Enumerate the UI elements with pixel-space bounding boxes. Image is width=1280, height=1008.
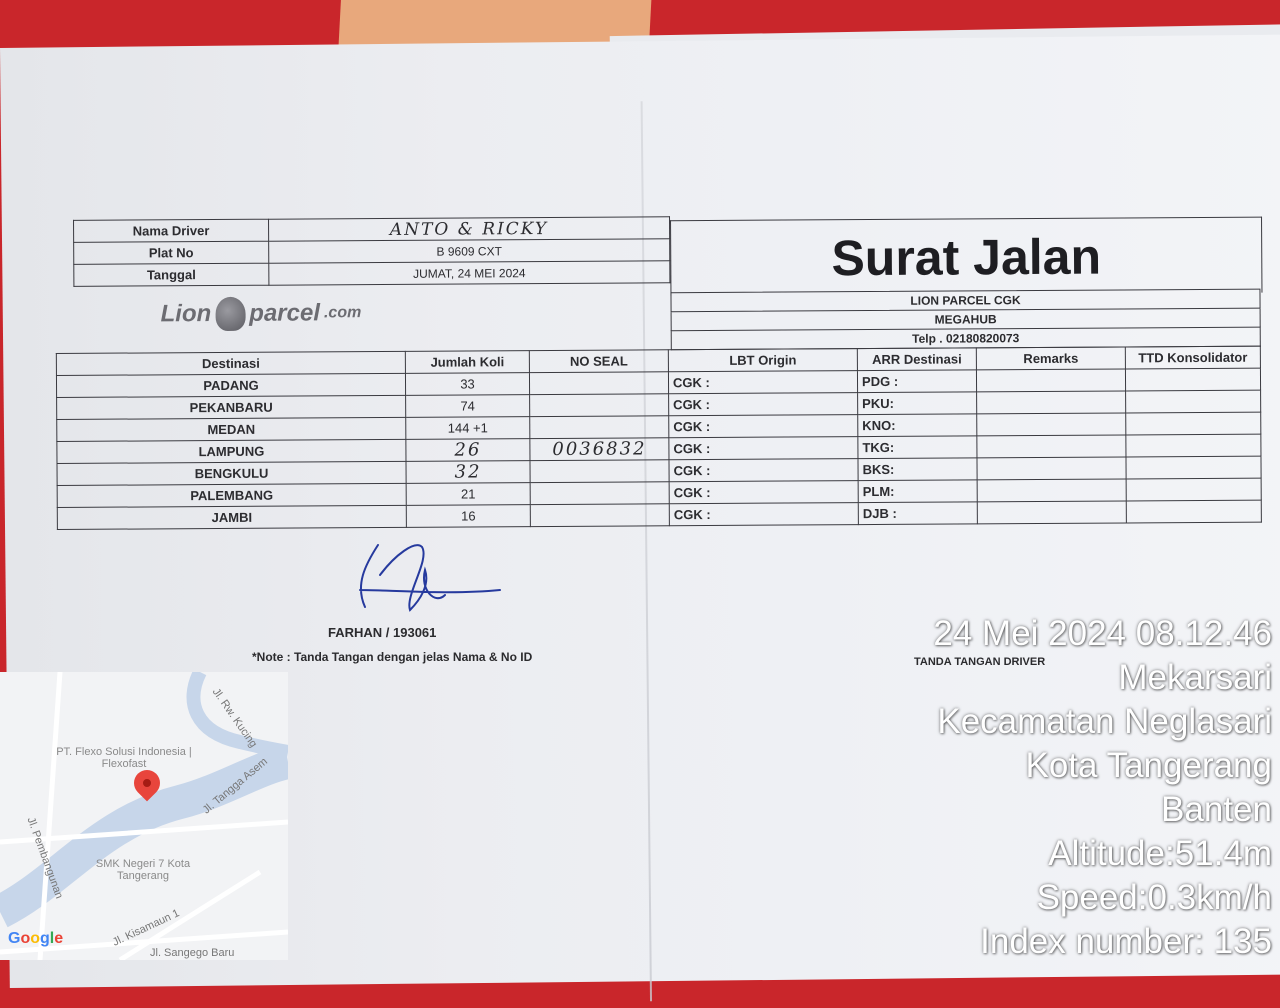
logo-com-text: .com bbox=[323, 304, 362, 322]
row-origin: CGK : bbox=[669, 481, 858, 504]
company-branch: MEGAHUB bbox=[671, 309, 1261, 332]
row-origin: CGK : bbox=[669, 415, 858, 438]
map-street-label: Jl. Pembangunan bbox=[24, 815, 66, 901]
row-koli: 144 +1 bbox=[406, 417, 530, 440]
row-arr: PLM: bbox=[858, 480, 977, 503]
row-destinasi: LAMPUNG bbox=[57, 439, 406, 463]
row-origin: CGK : bbox=[669, 437, 858, 460]
row-remarks bbox=[977, 435, 1126, 458]
row-arr: KNO: bbox=[858, 414, 977, 437]
value-nama-driver: ANTO & RICKY bbox=[269, 217, 670, 241]
map-roads bbox=[0, 672, 288, 960]
map-street-label: Jl. Rw. Kucing bbox=[209, 686, 260, 750]
label-plat-no: Plat No bbox=[74, 241, 269, 264]
row-koli: 33 bbox=[405, 373, 529, 396]
row-destinasi: BENGKULU bbox=[57, 461, 406, 485]
value-tanggal: JUMAT, 24 MEI 2024 bbox=[269, 261, 670, 285]
lion-parcel-logo bbox=[160, 296, 361, 331]
row-arr: BKS: bbox=[858, 458, 977, 481]
overlay-district: Kecamatan Neglasari bbox=[937, 702, 1272, 741]
row-destinasi: MEDAN bbox=[57, 417, 406, 441]
row-origin: CGK : bbox=[669, 503, 858, 526]
row-ttd bbox=[1125, 368, 1260, 391]
row-origin: CGK : bbox=[669, 393, 858, 416]
row-koli: 16 bbox=[406, 505, 530, 528]
row-ttd bbox=[1126, 478, 1261, 501]
row-ttd bbox=[1126, 500, 1261, 523]
row-seal bbox=[530, 416, 669, 439]
map-street-label: Jl. Tangga Asem bbox=[200, 755, 270, 817]
overlay-altitude: Altitude:51.4m bbox=[1048, 834, 1272, 873]
surat-jalan-form bbox=[55, 211, 1262, 533]
row-origin: CGK : bbox=[668, 371, 857, 394]
handwritten-signature bbox=[350, 535, 510, 620]
row-seal bbox=[530, 504, 669, 527]
header-remarks: Remarks bbox=[976, 347, 1125, 370]
row-destinasi: PADANG bbox=[56, 373, 405, 397]
destination-table bbox=[56, 346, 1262, 530]
row-seal bbox=[530, 394, 669, 417]
row-remarks bbox=[976, 369, 1125, 392]
header-destinasi: Destinasi bbox=[56, 351, 405, 375]
overlay-speed: Speed:0.3km/h bbox=[1036, 878, 1272, 917]
driver-signature-label: TANDA TANGAN DRIVER bbox=[914, 656, 1046, 668]
overlay-province: Banten bbox=[1161, 790, 1272, 829]
label-tanggal: Tanggal bbox=[74, 263, 269, 286]
row-ttd bbox=[1126, 434, 1261, 457]
header-no-seal: NO SEAL bbox=[529, 350, 668, 373]
map-street-label: Jl. Kisamaun 1 bbox=[110, 907, 182, 949]
row-koli: 32 bbox=[406, 461, 530, 484]
row-ttd bbox=[1126, 390, 1261, 413]
row-seal bbox=[530, 460, 669, 483]
row-arr: PDG : bbox=[857, 370, 976, 393]
row-ttd bbox=[1126, 456, 1261, 479]
row-remarks bbox=[977, 501, 1126, 524]
lion-head-icon bbox=[215, 297, 245, 331]
company-phone: Telp . 02180820073 bbox=[671, 328, 1261, 351]
row-koli: 26 bbox=[406, 439, 530, 462]
row-destinasi: JAMBI bbox=[57, 505, 406, 529]
google-logo: Google bbox=[8, 930, 64, 947]
value-plat-no: B 9609 CXT bbox=[269, 239, 670, 263]
company-name: LION PARCEL CGK bbox=[670, 289, 1260, 313]
geotag-overlay bbox=[933, 612, 1272, 964]
row-remarks bbox=[977, 413, 1126, 436]
logo-parcel-text: parcel bbox=[249, 299, 321, 327]
row-destinasi: PEKANBARU bbox=[57, 395, 406, 419]
header-lbt-origin: LBT Origin bbox=[668, 349, 857, 372]
map-street-label: Jl. Sangego Baru bbox=[150, 947, 235, 959]
page-title: Surat Jalan bbox=[670, 217, 1262, 297]
row-destinasi: PALEMBANG bbox=[57, 483, 406, 507]
row-koli: 21 bbox=[406, 483, 530, 506]
logo-lion-text: Lion bbox=[160, 300, 212, 328]
row-origin: CGK : bbox=[669, 459, 858, 482]
header-arr-destinasi: ARR Destinasi bbox=[857, 348, 976, 371]
row-koli: 74 bbox=[406, 395, 530, 418]
row-remarks bbox=[977, 479, 1126, 502]
header-ttd-konsolidator: TTD Konsolidator bbox=[1125, 346, 1260, 369]
signature-note: *Note : Tanda Tangan dengan jelas Nama & No ID bbox=[252, 650, 533, 664]
location-map[interactable] bbox=[0, 672, 288, 960]
row-seal: 0036832 bbox=[530, 438, 669, 461]
row-arr: PKU: bbox=[858, 392, 977, 415]
row-remarks bbox=[977, 457, 1126, 480]
map-poi-smk: SMK Negeri 7 Kota Tangerang bbox=[95, 858, 191, 882]
company-info bbox=[670, 289, 1260, 351]
map-poi-flexo: PT. Flexo Solusi Indonesia | Flexofast bbox=[56, 746, 192, 770]
row-seal bbox=[530, 482, 669, 505]
row-ttd bbox=[1126, 412, 1261, 435]
overlay-datetime: 24 Mei 2024 08.12.46 bbox=[933, 614, 1272, 653]
row-arr: TKG: bbox=[858, 436, 977, 459]
label-nama-driver: Nama Driver bbox=[74, 219, 269, 242]
driver-info-table bbox=[73, 216, 670, 287]
overlay-city: Kota Tangerang bbox=[1025, 746, 1272, 785]
signer-name: FARHAN / 193061 bbox=[328, 625, 437, 640]
header-jumlah-koli: Jumlah Koli bbox=[405, 351, 529, 374]
row-seal bbox=[529, 372, 668, 395]
overlay-village: Mekarsari bbox=[1118, 658, 1272, 697]
row-arr: DJB : bbox=[858, 502, 977, 525]
overlay-index: Index number: 135 bbox=[980, 922, 1272, 961]
row-remarks bbox=[977, 391, 1126, 414]
